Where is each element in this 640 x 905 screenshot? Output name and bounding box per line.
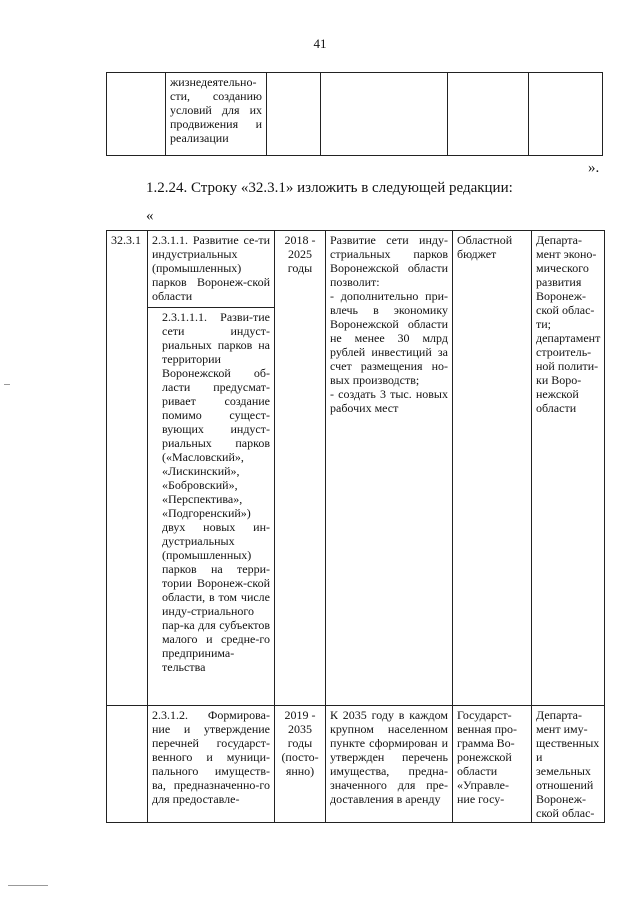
responsible-cell: Департа-мент иму-щественных и земельных отношений Воронеж-ской облас- [532,706,605,823]
period-cell: 2018 - 2025 годы [275,231,326,706]
source-cell: Государст-венная про-грамма Во-ронежской области «Управле-ние госу- [453,706,532,823]
result-cell: Развитие сети инду-стриальных парков Воронежской области позволит: - дополнительно при-влечь в экономику Воронежской области не менее 30 млрд рублей инвестиций за счет размещения но-вых производств; - создать 3 тыс. новых рабочих мест [326,231,453,706]
measure-cell: жизнедеятельно-сти, созданию условий для их продвижения и реализации [166,73,267,156]
measures-table [106,230,605,823]
responsible-cell [529,73,603,156]
closing-quote: ». [588,160,600,176]
result-cell: К 2035 году в каждом крупном населенном пункте сформирован и утвержден перечень имущества, предна-значенного для пре-доставления в аренду [326,706,453,823]
sub-measure-text: 2.3.1.1.1. Разви-тие сети индуст-риальных парков на территории Воронежской об-ласти предусмат-ривает создание помимо сущест-вующих индуст-риальных парков («Масловский», «Лискинский», «Бобровский», «Перспектива», «Подгоренский») двух новых ин-дустриальных (промышленных) парков на терри-тории Воронеж-ской области, в том числе инду-стриального пар-ка для субъектов малого и средне-го предпринима-тельства [148,307,274,676]
measure-cell: 2.3.1.2. Формирова-ние и утверждение перечней государст-венного и муници-пального имуществ-ва, предназначенно-го для предоставле- [148,706,275,823]
scan-edge-mark [4,384,10,385]
table-row [107,706,605,823]
source-cell [448,73,529,156]
result-cell [321,73,448,156]
measure-cell [148,231,275,706]
table-row [107,231,605,706]
footer-line [8,885,48,886]
measure-text: 2.3.1.1. Развитие се-ти индустриальных (промышленных) парков Воронеж-ской области [152,233,270,303]
period-cell [267,73,321,156]
opening-quote: « [146,208,154,224]
responsible-cell: Департа-мент эконо-мического развития Воронеж-ской облас-ти; департамент строитель-ной полити-ки Воро-нежской области [532,231,605,706]
table-row [107,73,603,156]
code-cell: 32.3.1 [107,231,148,706]
code-cell [107,706,148,823]
amendment-instruction: 1.2.24. Строку «32.3.1» изложить в следующей редакции: [146,180,513,196]
period-cell: 2019 - 2035 годы (посто-янно) [275,706,326,823]
continuation-table [106,72,603,156]
page-number: 41 [313,36,327,51]
source-cell: Областной бюджет [453,231,532,706]
code-cell [107,73,166,156]
